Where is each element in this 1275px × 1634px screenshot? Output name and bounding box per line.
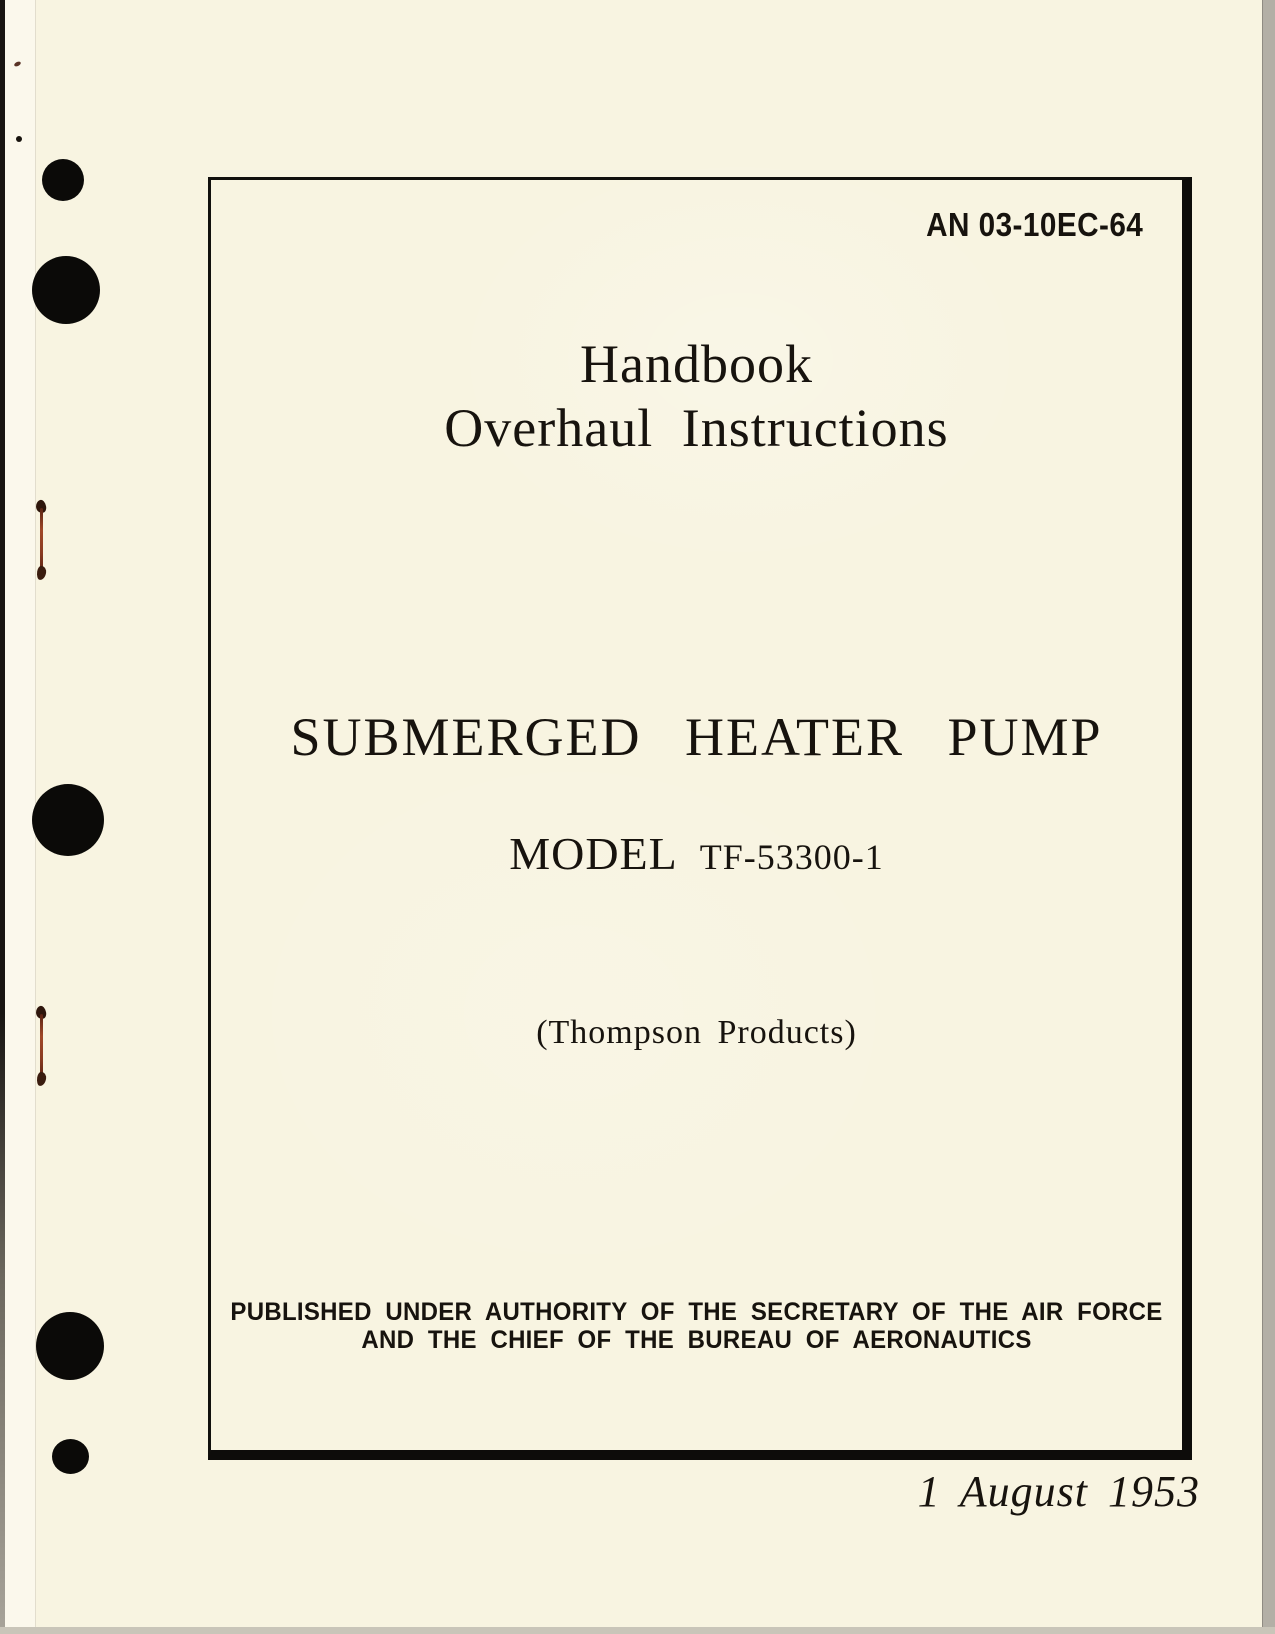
staple-wire [40,508,43,572]
authority-statement [230,1299,1162,1354]
scan-right-edge [1262,0,1275,1634]
equipment-title: SUBMERGED HEATER PUMP [290,707,1103,767]
punch-hole [42,159,84,201]
cover-border-box [208,177,1192,1460]
staple-wire [40,1014,43,1078]
manufacturer-name: (Thompson Products) [536,1014,857,1051]
staple-mark [36,500,48,580]
staple-tip [36,1071,47,1086]
document-number: AN 03-10EC-64 [925,206,1143,243]
handbook-subtitle: Overhaul Instructions [444,398,949,458]
authority-line-2: AND THE CHIEF OF THE BUREAU OF AERONAUTICS [361,1325,1032,1354]
staple-tip [36,565,47,580]
handbook-title: Handbook [580,334,813,394]
staple-mark [36,1006,48,1086]
model-number: TF-53300-1 [699,837,884,877]
authority-line-1: PUBLISHED UNDER AUTHORITY OF THE SECRETARY OF THE AIR FORCE [230,1298,1163,1326]
ink-speck [16,136,22,142]
model-line [211,827,1182,880]
publication-date: 1 August 1953 [917,1467,1200,1516]
model-label: MODEL [509,828,678,879]
title-block [211,332,1182,460]
punch-hole [52,1439,89,1474]
punch-hole [32,256,100,324]
scan-bottom-edge [0,1627,1275,1634]
punch-hole [36,1312,104,1380]
punch-hole [32,784,104,856]
